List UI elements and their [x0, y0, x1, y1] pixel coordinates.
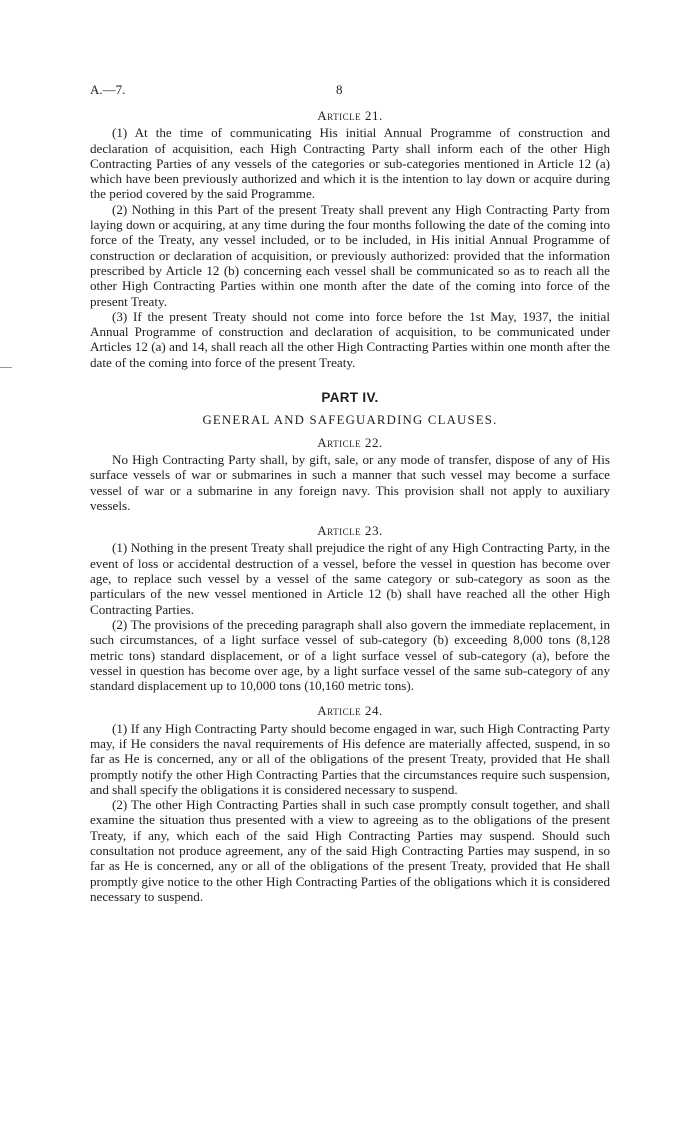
paragraph: (1) If any High Contracting Party should become engaged in war, such High Contracting Party may, if He considers the naval requirements of His defence are materially affected, suspend, in so far as He is concerned, any or all of the obligations of the present Treaty, provided that He shall promptly notify the other High Contracting Parties that the circumstances require such suspension, and shall specify the obligations it is considered necessary to suspend. — [90, 720, 610, 797]
document-code: A.—7. — [90, 82, 126, 97]
spacer — [90, 693, 610, 703]
paragraph: (2) Nothing in this Part of the present Treaty shall prevent any High Contracting Party from laying down or acquiring, at any time during the four months following the date of the coming into force of the Treaty, any vessel included, or to be included, in His initial Annual Programme of construction or declaration of acquisition, or previously authorized: provided that the information prescribed by Article 12 (b) concerning each vessel shall be communicated so as to reach all the other High Contracting Parties within one month after the date of the coming into force of the present Treaty. — [90, 201, 610, 309]
spacer — [90, 513, 610, 523]
paragraph: (2) The provisions of the preceding paragraph shall also govern the immediate replacement, in such circumstances, of a light surface vessel of sub-category (b) exceeding 8,000 tons (8,128 metric tons) standard displacement, or of a light surface vessel of sub-category (a), before the vessel in question has become over age, by a light surface vessel of the same sub-category of any standard displacement up to 10,000 tons (10,160 metric tons). — [90, 616, 610, 694]
article-21 — [90, 108, 610, 370]
part-title: PART IV. — [321, 390, 379, 406]
part-subtitle: GENERAL AND SAFEGUARDING CLAUSES. — [202, 413, 498, 428]
article-heading: Article 24. — [317, 703, 383, 719]
paragraph: (2) The other High Contracting Parties shall in such case promptly consult together, and shall examine the situation thus presented with a view to agreeing as to the obligations of the present Treaty, if any, which each of the said High Contracting Parties may suspend. Should such consultation not produce agreement, any of the said High Contracting Parties may suspend, in so far as He is concerned, any or all of the obligations of the present Treaty, provided that He shall promptly give notice to the other High Contracting Parties of the obligations which it is considered necessary to suspend. — [90, 797, 610, 904]
paragraph: (1) Nothing in the present Treaty shall prejudice the right of any High Contracting Party, in the event of loss or accidental destruction of a vessel, before the vessel in question has become over age, to replace such vessel by a vessel of the same category or sub-category as soon as the particulars of the new vessel mentioned in Article 12 (b) shall have reached all the other High Contracting Parties. — [90, 540, 610, 617]
running-header — [90, 82, 610, 100]
paragraph: No High Contracting Party shall, by gift, sale, or any mode of transfer, dispose of any of His surface vessels of war or submarines in such a manner that such vessel may become a surface vessel of war or a submarine in any foreign navy. This provision shall not apply to auxiliary vessels. — [90, 451, 610, 513]
margin-mark — [0, 367, 12, 368]
paragraph: (1) At the time of communicating His initial Annual Programme of construction and declaration of acquisition, each High Contracting Party shall inform each of the other High Contracting Parties of any vessels of the categories or sub-categories mentioned in Article 12 (a) which have been previously authorized and which it is the intention to lay down or acquire during the period covered by the said Programme. — [90, 125, 610, 202]
article-22 — [90, 435, 610, 513]
article-heading: Article 21. — [317, 108, 383, 123]
page-body — [90, 108, 610, 904]
paragraph: (3) If the present Treaty should not come into force before the 1st May, 1937, the initial Annual Programme of construction and declaration of acquisition, to be communicated under Articles 12 (a) and 14, shall reach all the other High Contracting Parties within one month after the date of the coming into force of the present Treaty. — [90, 308, 610, 370]
article-heading: Article 22. — [317, 434, 383, 450]
article-24 — [90, 703, 610, 904]
page-number: 8 — [336, 82, 343, 97]
article-23 — [90, 523, 610, 693]
article-heading: Article 23. — [317, 523, 383, 539]
